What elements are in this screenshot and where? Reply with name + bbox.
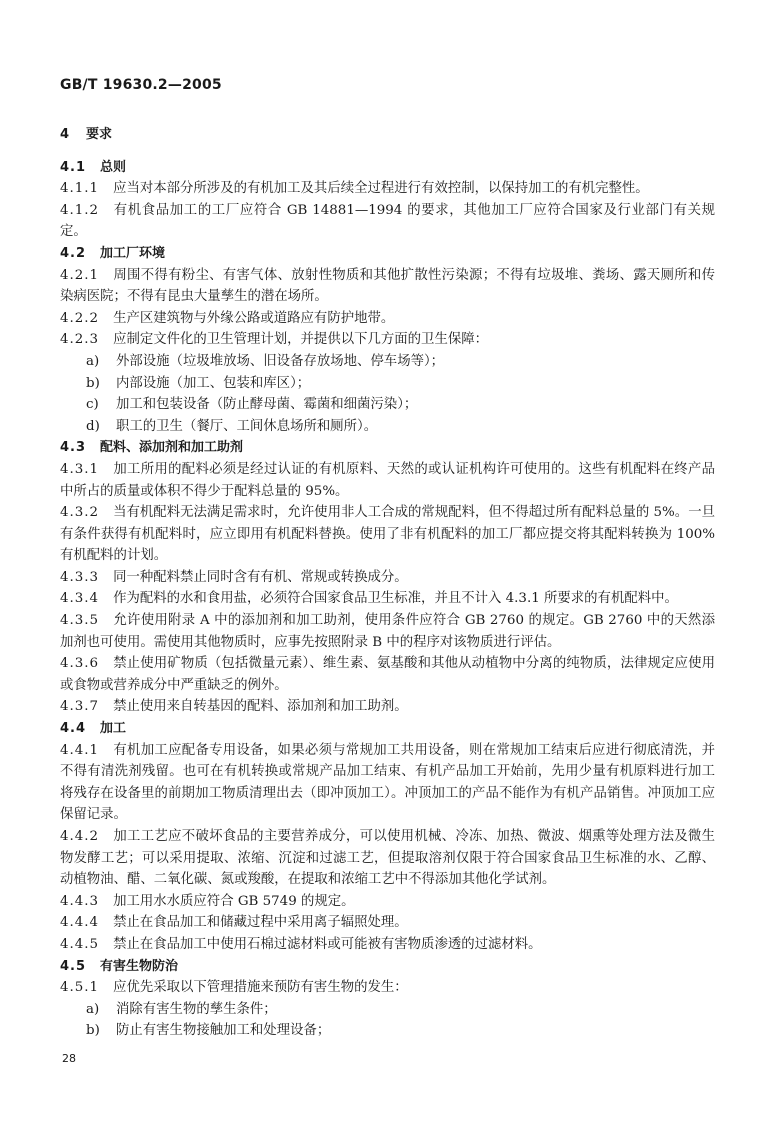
clause-text: 禁止在食品加工和储藏过程中采用离子辐照处理。 [113, 915, 408, 931]
clause-number: 4.3.6 [60, 656, 100, 672]
clause-4-4-4 [60, 912, 715, 934]
clause-4-3-6 [60, 653, 715, 696]
page-number: 28 [62, 1052, 76, 1065]
clause-text: 应当对本部分所涉及的有机加工及其后续全过程进行有效控制，以保持加工的有机完整性。 [113, 181, 649, 197]
clause-4-1-2 [60, 200, 715, 243]
list-item-letter: a) [86, 353, 100, 369]
clause-number: 4.4.3 [60, 893, 100, 909]
clause-text: 有机加工应配备专用设备，如果必须与常规加工共用设备，则在常规加工结束后应进行彻底清洗，并不得有清洗剂残留。也可在有机转换或常规产品加工结束、有机产品加工开始前，先用少量有机原料进行加工将残存在设备里的前期加工物质清理出去（即冲顶加工）。冲顶加工的产品不能作为有机产品销售。冲顶加工应保留记录。 [60, 742, 715, 823]
list-item-text: 内部设施（加工、包装和库区）； [116, 375, 311, 391]
list-item-text: 外部设施（垃圾堆放场、旧设备存放场地、停车场等）； [116, 353, 445, 369]
section-title: 要求 [86, 127, 113, 142]
clause-4-4-2 [60, 826, 715, 891]
list-item [60, 373, 715, 395]
section-title: 加工厂环境 [100, 245, 166, 261]
clause-4-5-1 [60, 977, 715, 999]
clause-text: 加工工艺应不破坏食品的主要营养成分，可以使用机械、冷冻、加热、微波、烟熏等处理方法及微生物发酵工艺；可以采用提取、浓缩、沉淀和过滤工艺，但提取溶剂仅限于符合国家食品卫生标准的水、乙醇、动植物油、醋、二氧化碳、氮或羧酸，在提取和浓缩工艺中不得添加其他化学试剂。 [60, 829, 715, 888]
clause-text: 同一种配料禁止同时含有有机、常规或转换成分。 [113, 569, 408, 585]
section-number: 4.1 [60, 159, 87, 175]
clause-number: 4.3.5 [60, 613, 100, 629]
section-number: 4.4 [60, 721, 87, 737]
clause-text: 生产区建筑物与外缘公路或道路应有防护地带。 [113, 310, 395, 326]
clause-text: 加工所用的配料必须是经过认证的有机原料、天然的或认证机构许可使用的。这些有机配料在终产品中所占的质量或体积不得少于配料总量的 95%。 [60, 461, 715, 499]
clause-4-2-3 [60, 329, 715, 351]
clause-4-3-2 [60, 502, 715, 567]
document-standard-number: GB/T 19630.2—2005 [60, 77, 222, 93]
clause-text: 允许使用附录 A 中的添加剂和加工助剂，使用条件应符合 GB 2760 的规定。GB 2760 中的天然添加剂也可使用。需使用其他物质时，应事先按照附录 B 中的程序对该物质进行评估。 [60, 613, 715, 650]
clause-number: 4.4.4 [60, 915, 100, 931]
list-item [60, 999, 715, 1021]
section-title: 加工 [100, 721, 127, 737]
section-number: 4 [60, 127, 71, 142]
clause-text: 周围不得有粉尘、有害气体、放射性物质和其他扩散性污染源；不得有垃圾堆、粪场、露天厕所和传染病医院；不得有昆虫大量孳生的潜在场所。 [60, 267, 715, 305]
clause-4-3-7 [60, 696, 715, 718]
section-title: 有害生物防治 [100, 958, 179, 974]
clause-4-2-1 [60, 265, 715, 308]
list-item [60, 1020, 715, 1042]
clause-text: 应制定文件化的卫生管理计划，并提供以下几方面的卫生保障： [113, 332, 489, 348]
section-number: 4.2 [60, 245, 87, 261]
clause-number: 4.3.4 [60, 591, 100, 607]
list-item-text: 职工的卫生（餐厅、工间休息场所和厕所）。 [116, 418, 378, 434]
clause-number: 4.2.3 [60, 332, 100, 348]
list-item-letter: d) [86, 418, 100, 434]
clause-text: 禁止在食品加工中使用石棉过滤材料或可能被有害物质渗透的过滤材料。 [113, 936, 542, 952]
clause-4-2-2 [60, 308, 715, 330]
list-item-text: 防止有害生物接触加工和处理设备； [116, 1023, 331, 1039]
list-item [60, 394, 715, 416]
clause-4-4-3 [60, 891, 715, 913]
clause-4-4-1 [60, 740, 715, 826]
clause-number: 4.3.7 [60, 699, 100, 715]
clause-number: 4.4.5 [60, 936, 100, 952]
clause-text: 应优先采取以下管理措施来预防有害生物的发生： [113, 980, 408, 996]
clause-4-3-5 [60, 610, 715, 653]
section-heading-4-1 [60, 157, 715, 179]
section-heading-4-5 [60, 956, 715, 978]
list-item-letter: c) [86, 397, 99, 413]
clause-4-3-3 [60, 567, 715, 589]
clause-text: 禁止使用矿物质（包括微量元素）、维生素、氨基酸和其他从动植物中分离的纯物质，法律规定应使用或食物或营养成分中严重缺乏的例外。 [60, 656, 715, 693]
list-item-letter: b) [86, 1023, 100, 1039]
clause-4-1-1 [60, 178, 715, 200]
clause-number: 4.3.3 [60, 569, 100, 585]
section-heading-4-3 [60, 437, 715, 459]
clause-text: 当有机配料无法满足需求时，允许使用非人工合成的常规配料，但不得超过所有配料总量的 5%。一旦有条件获得有机配料时，应立即用有机配料替换。使用了非有机配料的加工厂都应提交将其配料转换为 100%有机配料的计划。 [60, 505, 715, 564]
section-title: 总则 [100, 159, 127, 175]
list-item-text: 消除有害生物的孳生条件； [116, 1001, 277, 1017]
section-title: 配料、添加剂和加工助剂 [100, 440, 244, 456]
document-body [60, 124, 715, 1042]
clause-number: 4.4.1 [60, 742, 100, 758]
clause-number: 4.2.2 [60, 310, 100, 326]
clause-text: 有机食品加工的工厂应符合 GB 14881—1994 的要求，其他加工厂应符合国家及行业部门有关规定。 [60, 202, 715, 240]
list-item-letter: a) [86, 1001, 100, 1017]
clause-text: 作为配料的水和食用盐，必须符合国家食品卫生标准，并且不计入 4.3.1 所要求的有机配料中。 [113, 591, 678, 607]
list-item [60, 351, 715, 373]
list-item-letter: b) [86, 375, 100, 391]
section-heading-4 [60, 124, 715, 146]
section-heading-4-4 [60, 718, 715, 740]
clause-text: 禁止使用来自转基因的配料、添加剂和加工助剂。 [113, 699, 408, 715]
clause-number: 4.4.2 [60, 829, 100, 844]
clause-number: 4.3.1 [60, 461, 100, 477]
section-number: 4.3 [60, 440, 87, 456]
list-item [60, 416, 715, 438]
clause-4-3-4 [60, 588, 715, 610]
list-item-text: 加工和包装设备（防止酵母菌、霉菌和细菌污染）； [116, 397, 418, 413]
section-number: 4.5 [60, 958, 87, 974]
clause-4-4-5 [60, 934, 715, 956]
section-heading-4-2 [60, 243, 715, 265]
clause-number: 4.3.2 [60, 505, 100, 521]
clause-number: 4.1.1 [60, 181, 100, 197]
clause-number: 4.5.1 [60, 980, 100, 996]
clause-4-3-1 [60, 459, 715, 502]
clause-number: 4.2.1 [60, 267, 100, 283]
clause-text: 加工用水水质应符合 GB 5749 的规定。 [113, 893, 355, 909]
clause-number: 4.1.2 [60, 202, 100, 218]
